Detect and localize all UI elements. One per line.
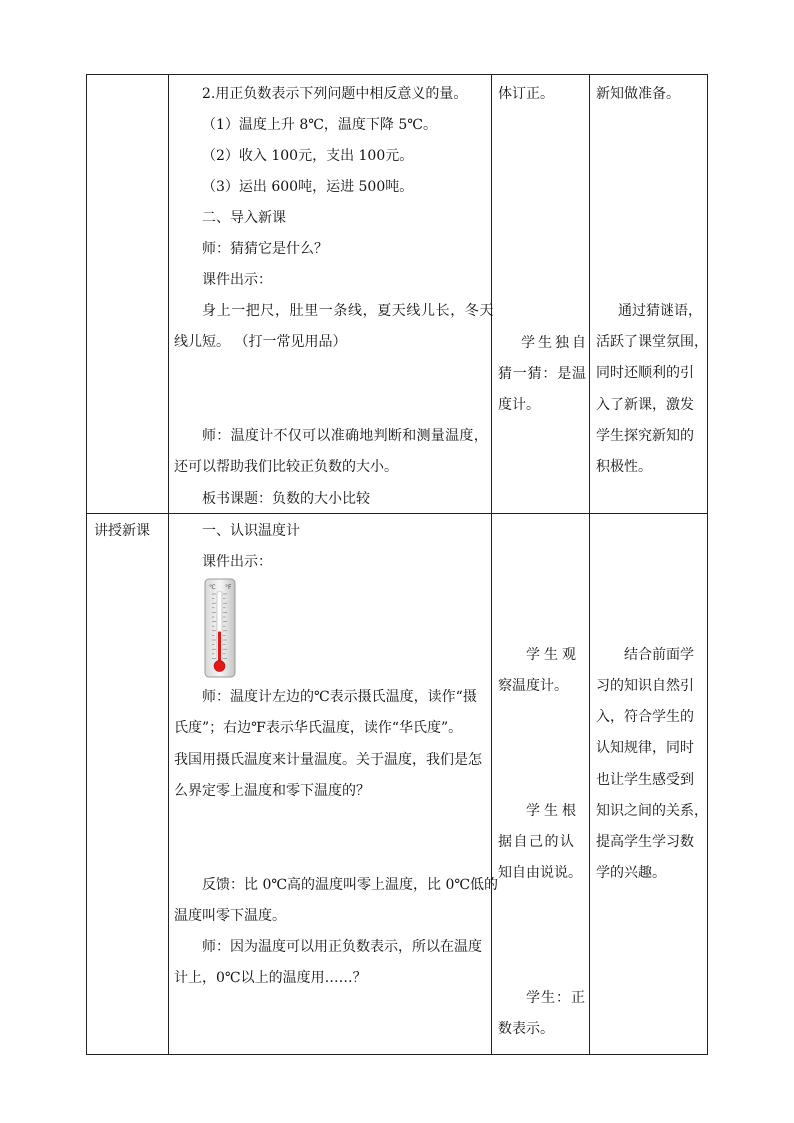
design-intent-line: 也让学生感受到	[596, 772, 694, 788]
design-intent-line: 习的知识自然引	[596, 678, 694, 694]
content-line: 么界定零上温度和零下温度的？	[174, 783, 370, 799]
design-intent-line: 入了新课，激发	[596, 397, 694, 413]
svg-text:℃: ℃	[209, 584, 216, 591]
table-col-divider-1	[168, 74, 169, 1055]
student-activity-line: 察温度计。	[498, 678, 568, 694]
content-line: 温度叫零下温度。	[174, 908, 286, 924]
student-activity-line: 数表示。	[498, 1021, 554, 1037]
content-line: （3）运出 600吨，运进 500吨。	[202, 179, 414, 195]
thermometer-image	[204, 578, 236, 678]
design-intent-line: 入，符合学生的	[596, 709, 694, 725]
design-intent-line: 活跃了课堂氛围，	[596, 334, 708, 350]
riddle-line: 线儿短。 （打一常见用品）	[174, 334, 347, 350]
design-intent-line: 结合前面学	[624, 647, 694, 663]
design-intent-line: 同时还顺利的引	[596, 365, 694, 381]
content-line: 计上，0℃以上的温度用……？	[174, 970, 367, 986]
content-line: 氏度”；右边℉表示华氏温度，读作“华氏度”。	[174, 720, 463, 736]
student-activity-line: 体订正。	[498, 86, 554, 102]
design-intent-line: 学生探究新知的	[596, 428, 694, 444]
section-heading: 二、导入新课	[202, 210, 286, 226]
table-top-border	[86, 74, 708, 75]
design-intent-line: 知识之间的关系，	[596, 803, 708, 819]
table-left-border	[86, 74, 87, 1055]
design-intent-line: 学的兴趣。	[596, 865, 666, 881]
table-col-divider-3	[589, 74, 590, 1055]
thermometer-icon	[204, 578, 236, 678]
content-line: 我国用摄氏温度来计量温度。关于温度，我们是怎	[174, 752, 482, 768]
student-activity-line: 学生：正	[526, 990, 586, 1006]
design-intent-line: 通过猜谜语，	[618, 303, 702, 319]
design-intent-line: 提高学生学习数	[596, 834, 694, 850]
mercury-bulb	[214, 661, 225, 672]
design-intent-line: 认知规律，同时	[596, 740, 694, 756]
content-line: 课件出示：	[202, 554, 272, 570]
svg-text:°F: °F	[225, 584, 232, 591]
design-intent-line: 新知做准备。	[596, 86, 680, 102]
lesson-title-line: 板书课题：负数的大小比较	[202, 491, 370, 507]
student-activity-line: 学生独自	[521, 335, 589, 351]
table-bottom-border	[86, 1054, 708, 1055]
student-activity-line: 学生根	[526, 803, 580, 819]
content-line: 师：因为温度可以用正负数表示，所以在温度	[202, 939, 482, 955]
content-line: 师：温度计不仅可以准确地判断和测量温度，	[202, 428, 488, 444]
student-activity-line: 据自己的认	[498, 834, 576, 850]
student-activity-line: 学生观	[526, 647, 580, 663]
table-right-border	[707, 74, 708, 1055]
content-line: （2）收入 100元，支出 100元。	[202, 148, 414, 164]
student-activity-line: 知自由说说。	[498, 865, 582, 881]
content-line: 课件出示：	[202, 272, 272, 288]
content-line: 还可以帮助我们比较正负数的大小。	[174, 459, 398, 475]
design-intent-line: 积极性。	[596, 459, 652, 475]
student-activity-line: 度计。	[498, 397, 540, 413]
table-col-divider-2	[491, 74, 492, 1055]
stage-label: 讲授新课	[94, 523, 150, 539]
table-row-divider	[86, 513, 708, 514]
content-line: 2.用正负数表示下列问题中相反意义的量。	[202, 86, 468, 102]
section-heading: 一、认识温度计	[202, 523, 300, 539]
student-activity-line: 猜一猜：是温	[498, 366, 587, 382]
content-line: 师：猜猜它是什么？	[202, 241, 328, 257]
content-line: （1）温度上升 8℃，温度下降 5℃。	[202, 117, 437, 133]
content-line: 师：温度计左边的℃表示摄氏温度，读作“摄	[202, 689, 477, 705]
riddle-line: 身上一把尺，肚里一条线，夏天线儿长，冬天	[202, 303, 494, 319]
mercury-column	[218, 632, 221, 664]
content-line: 反馈：比 0℃高的温度叫零上温度，比 0℃低的	[202, 877, 499, 893]
